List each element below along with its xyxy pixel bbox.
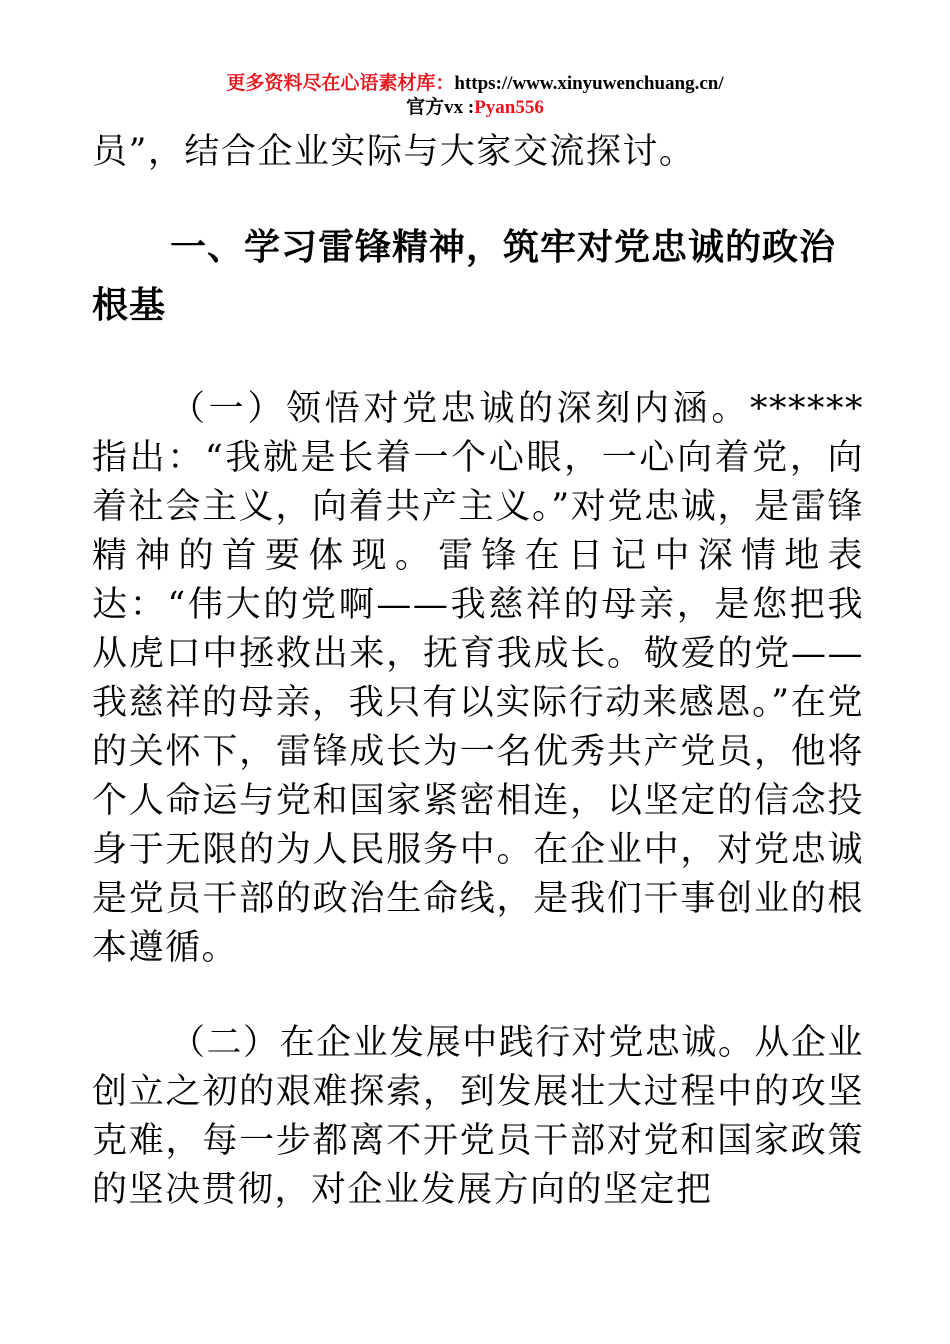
subsection-1-paragraph: （一）领悟对党忠诚的深刻内涵。******指出：“我就是长着一个心眼，一心向着党，向着社会主义，向着共产主义。”对党忠诚，是雷锋精神的首要体现。雷锋在日记中深情地表达：“伟大的党啊——我慈祥的母亲，是您把我从虎口中拯救出来，抚育我成长。敬爱的党——我慈祥的母亲，我只有以实际行动来感恩。”在党的关怀下，雷锋成长为一名优秀共产党员，他将个人命运与党和国家紧密相连，以坚定的信念投身于无限的为人民服务中。在企业中，对党忠诚是党员干部的政治生命线，是我们干事创业的根本遵循。 — [92, 389, 864, 968]
section-1-heading: 一、学习雷锋精神，筑牢对党忠诚的政治根基 — [92, 227, 837, 326]
header-contact-id: Pyan556 — [474, 97, 544, 118]
watermark-header — [0, 72, 950, 120]
header-url-link[interactable]: https://www.xinyuwenchuang.cn/ — [454, 73, 724, 94]
header-contact-label: 官方vx : — [406, 97, 475, 118]
subsection-2-paragraph: （二）在企业发展中践行对党忠诚。从企业创立之初的艰难探索，到发展壮大过程中的攻坚克难，每一步都离不开党员干部对党和国家政策的坚决贯彻，对企业发展方向的坚定把 — [92, 1023, 864, 1210]
header-promo-text: 更多资料尽在心语素材库： — [226, 73, 455, 94]
document-body — [92, 128, 864, 1215]
intro-continuation-paragraph: 员”，结合企业实际与大家交流探讨。 — [92, 132, 696, 172]
header-line-2 — [0, 96, 950, 120]
header-line-1 — [0, 72, 950, 96]
